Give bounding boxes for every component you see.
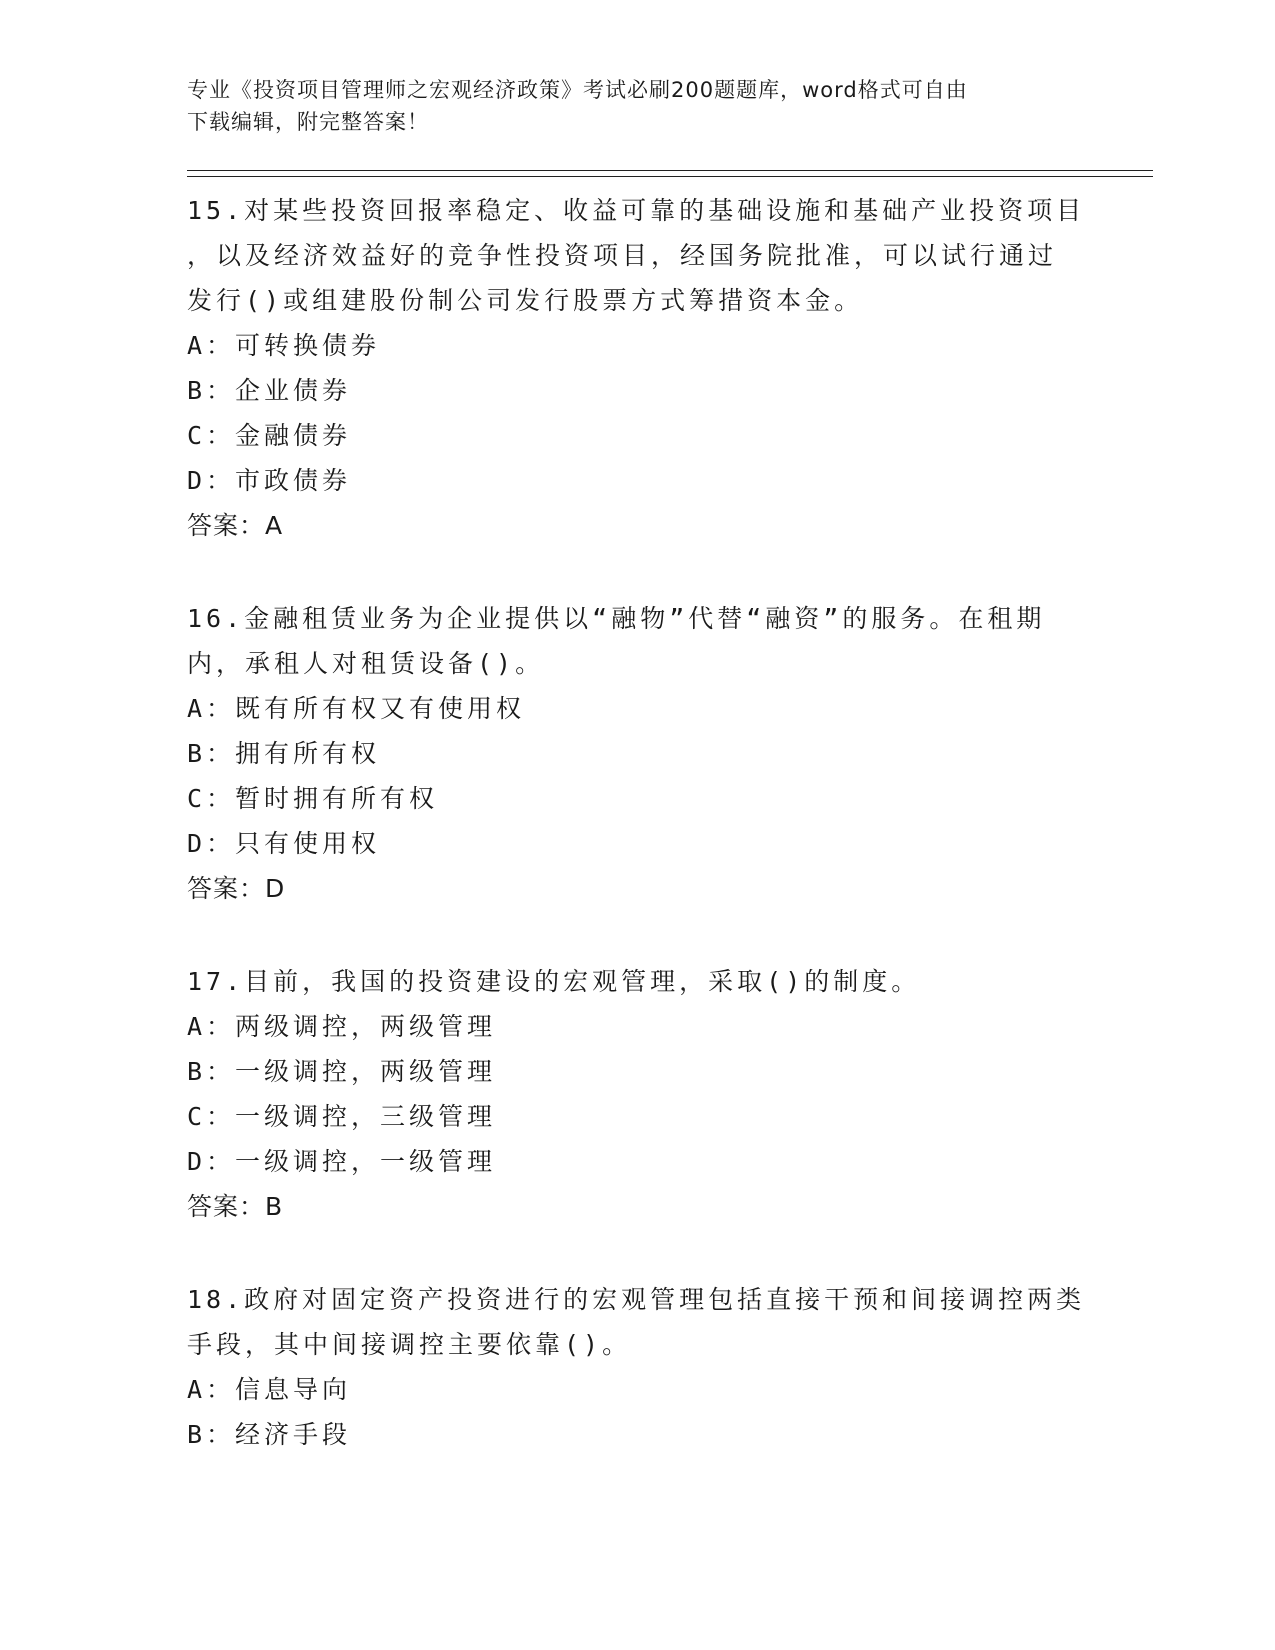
option-d: D：一级调控，一级管理 — [187, 1147, 497, 1176]
question-15 — [187, 188, 1087, 548]
question-text: 18.政府对固定资产投资进行的宏观管理包括直接干预和间接调控两类 手段，其中间接调控主要依靠()。 — [187, 1285, 1086, 1359]
header-rule-bottom — [187, 176, 1153, 177]
header-rule-top — [187, 170, 1153, 171]
question-list — [187, 188, 1087, 1457]
spacer — [187, 911, 1087, 959]
spacer — [187, 548, 1087, 596]
option-a: A：可转换债券 — [187, 331, 381, 360]
option-a: A：既有所有权又有使用权 — [187, 694, 526, 723]
option-c: C：金融债券 — [187, 421, 352, 450]
question-18 — [187, 1277, 1087, 1457]
option-c: C：一级调控，三级管理 — [187, 1102, 497, 1131]
question-text: 15.对某些投资回报率稳定、收益可靠的基础设施和基础产业投资项目 ，以及经济效益好的竞争性投资项目，经国务院批准，可以试行通过 发行()或组建股份制公司发行股票方式筹措资本金。 — [187, 196, 1086, 315]
option-b: B：经济手段 — [187, 1420, 352, 1449]
option-d: D：市政债券 — [187, 466, 352, 495]
option-b: B：一级调控，两级管理 — [187, 1057, 497, 1086]
header-line-1: 专业《投资项目管理师之宏观经济政策》考试必刷200题题库，word格式可自由 — [187, 78, 968, 102]
answer: 答案：D — [187, 874, 286, 903]
option-c: C：暂时拥有所有权 — [187, 784, 439, 813]
option-b: B：拥有所有权 — [187, 739, 381, 768]
answer: 答案：A — [187, 511, 284, 540]
question-16 — [187, 596, 1087, 911]
option-b: B：企业债券 — [187, 376, 352, 405]
spacer — [187, 1229, 1087, 1277]
question-text: 16.金融租赁业务为企业提供以“融物”代替“融资”的服务。在租期 内，承租人对租赁设备()。 — [187, 604, 1046, 678]
document-header — [187, 74, 1077, 138]
option-a: A：两级调控，两级管理 — [187, 1012, 497, 1041]
question-text: 17.目前，我国的投资建设的宏观管理，采取()的制度。 — [187, 967, 921, 996]
option-a: A：信息导向 — [187, 1375, 352, 1404]
answer: 答案：B — [187, 1192, 284, 1221]
header-line-2: 下载编辑，附完整答案！ — [187, 110, 429, 134]
question-17 — [187, 959, 1087, 1229]
option-d: D：只有使用权 — [187, 829, 381, 858]
